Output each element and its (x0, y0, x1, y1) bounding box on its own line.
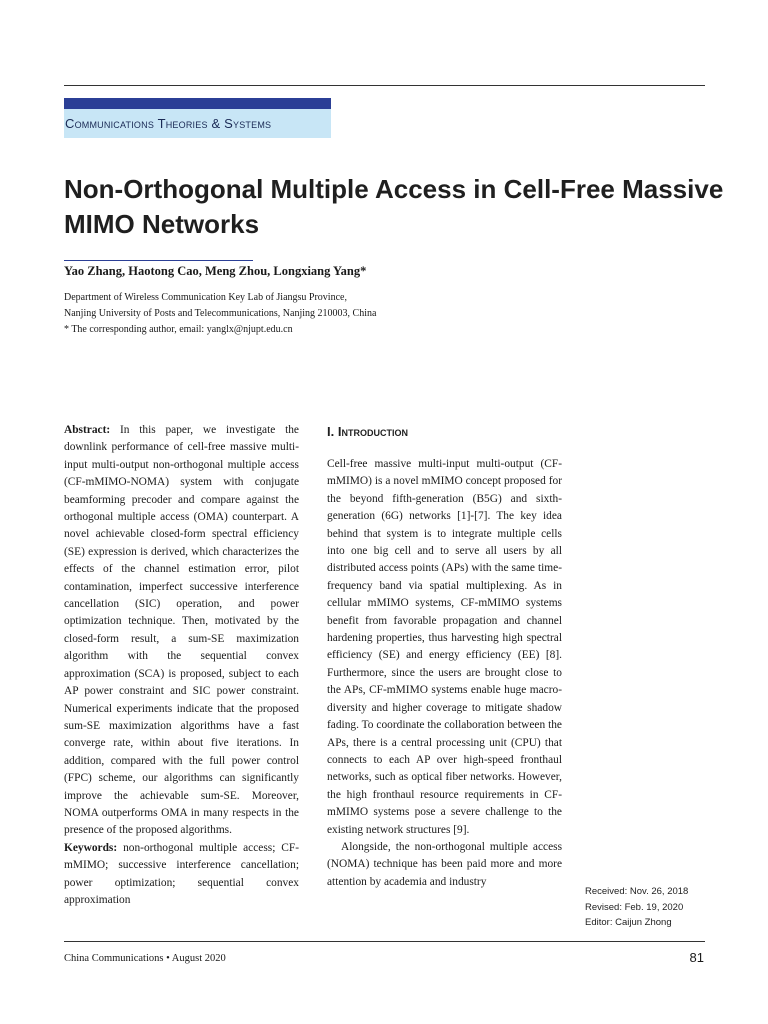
section-label: Communications Theories & Systems (64, 109, 331, 138)
keywords (64, 840, 299, 910)
affiliation (64, 290, 376, 338)
page-number: 81 (689, 950, 704, 965)
submission-dates (585, 884, 688, 931)
revised-date: Revised: Feb. 19, 2020 (585, 901, 684, 913)
abstract (64, 422, 299, 840)
editor-name: Editor: Caijun Zhong (585, 917, 672, 928)
footer-journal: China Communications • August 2020 (64, 953, 226, 964)
abstract-label: Abstract: (64, 424, 111, 436)
section-banner (64, 98, 331, 138)
affiliation-line: Nanjing University of Posts and Telecommunications, Nanjing 210003, China (64, 308, 377, 319)
banner-bar (64, 98, 331, 109)
author-list: Yao Zhang, Haotong Cao, Meng Zhou, Longxiang Yang* (64, 264, 367, 278)
title-rule (64, 260, 253, 261)
keywords-text: non-orthogonal multiple access; CF-mMIMO; successive interference cancellation; power optimization; sequential convex approximation (64, 841, 299, 906)
keywords-label: Keywords: (64, 841, 118, 854)
abstract-column (64, 422, 299, 909)
body-paragraph: Cell-free massive multi-input multi-output (CF-mMIMO) is a novel mMIMO concept proposed for the beyond fifth-generation (B5G) and sixth-generation (6G) networks [1]-[7]. The key idea behind that system is to integrate multiple cells into one big cell and to serve all users by all distributed access points (APs) with the same time-frequency band via spatial multiplexing. As in cellular mMIMO systems, CF-mMIMO systems benefit from favorable propagation and channel hardening properties, thus harvesting high spectral efficiency (SE) and energy efficiency (EE) [8]. Furthermore, since the users are brought close to the APs, CF-mMIMO systems enable huge macro-diversity and higher coverage to mitigate shadow fading. To coordinate the collaboration between the APs, there is a central processing unit (CPU) that connects to each AP over high-speed fronthaul networks, such as optical fiber networks. However, the high fronthaul resource requirements in CF-mMIMO systems pose a severe challenge to the existing network structures [9]. (327, 458, 562, 836)
body-paragraph: Alongside, the non-orthogonal multiple access (NOMA) technique has been paid more and more attention by academia and industry (327, 840, 562, 888)
affiliation-line: Department of Wireless Communication Key Lab of Jiangsu Province, (64, 292, 347, 303)
abstract-text: In this paper, we investigate the downlink performance of cell-free massive multi-input multi-output non-orthogonal multiple access (CF-mMIMO-NOMA) system with conjugate beamforming precoder and compare against the orthogonal multiple access (OMA) counterpart. A novel achievable closed-form spectral efficiency (SE) expression is derived, which characterizes the effects of the channel estimation error, pilot contamination, imperfect successive interference cancellation (SIC) operation, and power optimization technique. Then, motivated by the closed-form result, a sum-SE maximization algorithm with the sequential convex approximation (SCA) is proposed, subject to each AP power constraint and SIC power constraint. Numerical experiments indicate that the proposed sum-SE maximization algorithms have a fast converge rate, within about five iterations. In addition, compared with the full power control (FPC) scheme, our algorithms can significantly improve the achievable sum-SE. Moreover, NOMA outperforms OMA in many respects in the presence of the proposed algorithms. (64, 424, 299, 837)
paper-title: Non-Orthogonal Multiple Access in Cell-Free Massive MIMO Networks (64, 174, 724, 239)
received-date: Received: Nov. 26, 2018 (585, 886, 689, 897)
section-heading-introduction: I. Introduction (327, 424, 408, 439)
header-rule (64, 85, 705, 86)
footer-rule (64, 941, 705, 942)
corresponding-author: * The corresponding author, email: yanglx@njupt.edu.cn (64, 324, 293, 335)
introduction-column (327, 456, 562, 891)
